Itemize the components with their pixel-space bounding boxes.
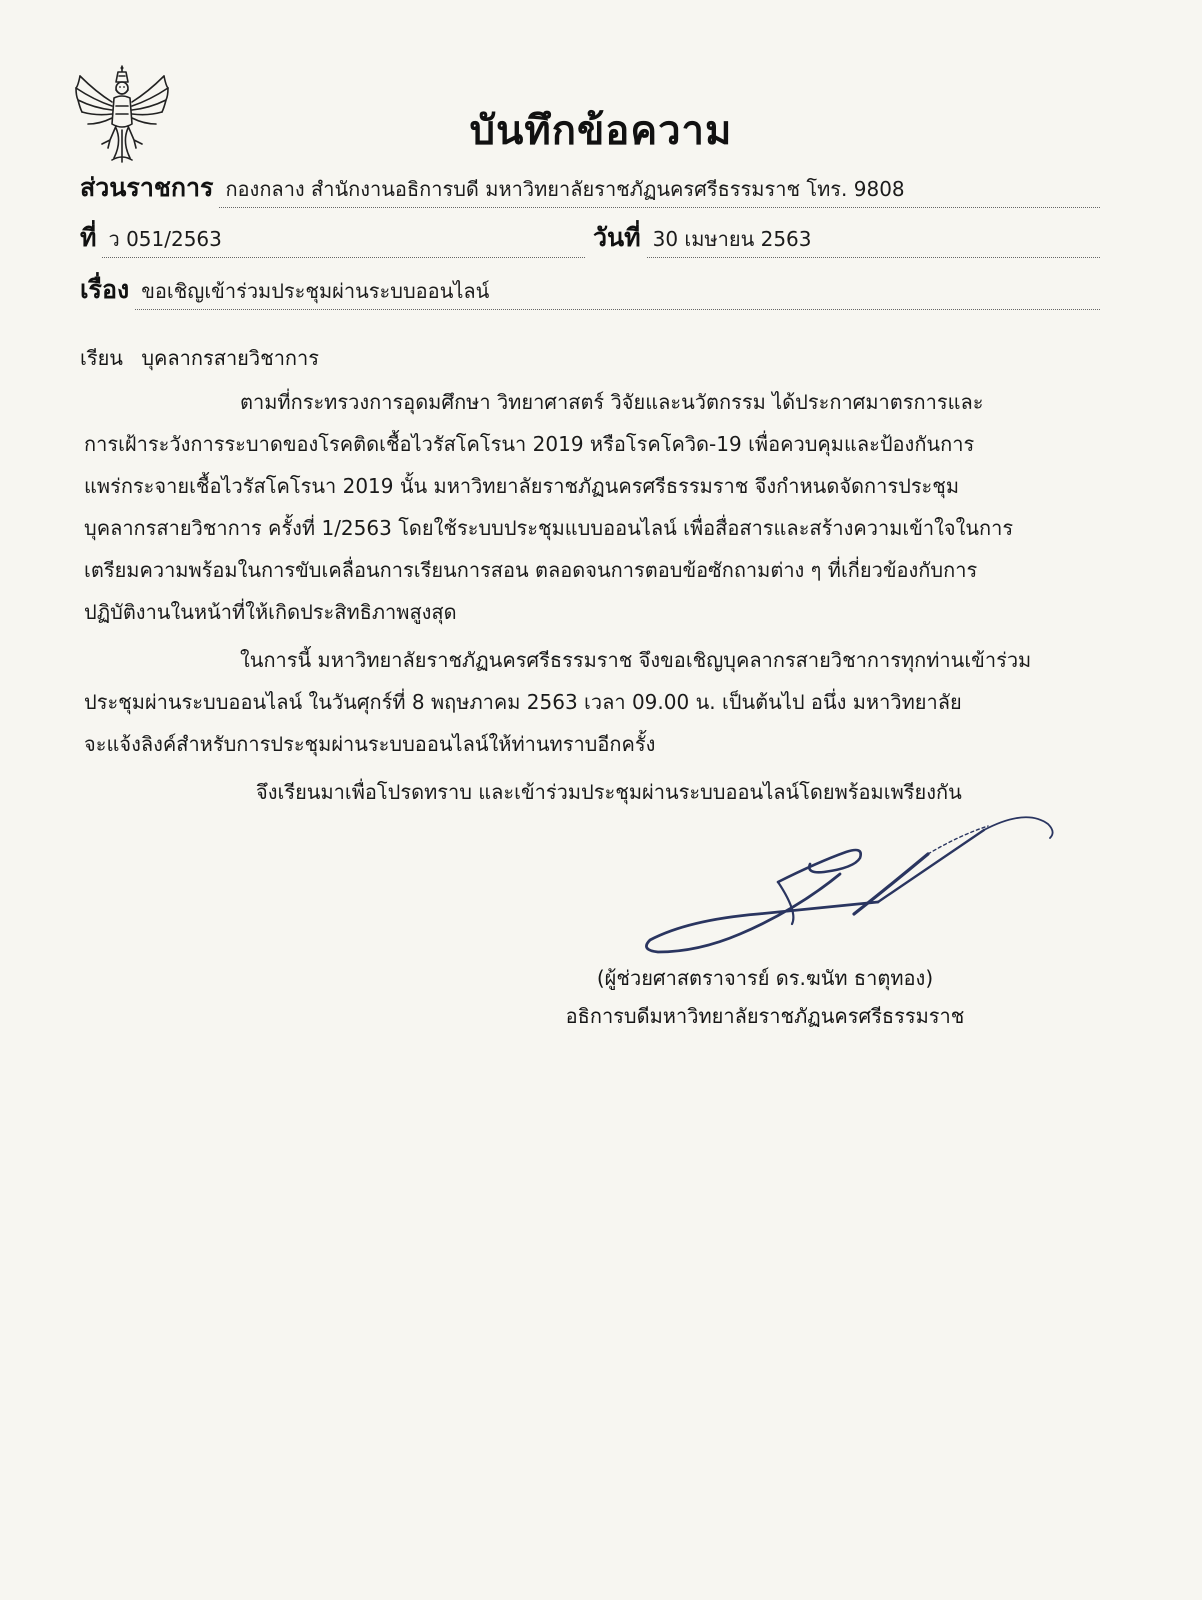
salutation	[80, 342, 319, 374]
salutation-recipient: บุคลากรสายวิชาการ	[141, 346, 320, 370]
subject-label: เรื่อง	[80, 275, 130, 304]
memo-title: บันทึกข้อความ	[469, 108, 733, 154]
reference-number: ว 051/2563	[102, 223, 585, 258]
paragraph-1-line: แพร่กระจายเชื้อไวรัสโคโรนา 2019 นั้น มหาวิทยาลัยราชภัฏนครศรีธรรมราช จึงกำหนดจัดการประชุม	[84, 474, 960, 498]
reference-row	[80, 218, 585, 258]
reference-label: ที่	[80, 223, 97, 252]
paragraph-2-line: ประชุมผ่านระบบออนไลน์ ในวันศุกร์ที่ 8 พฤษภาคม 2563 เวลา 09.00 น. เป็นต้นไป อนึ่ง มหาวิทยาลัย	[84, 690, 962, 714]
paragraph-1-line: การเฝ้าระวังการระบาดของโรคติดเชื้อไวรัสโคโรนา 2019 หรือโรคโควิด-19 เพื่อควบคุมและป้องกันการ	[84, 432, 975, 456]
date-value: 30 เมษายน 2563	[647, 223, 1100, 258]
paragraph-1-line: ปฏิบัติงานในหน้าที่ให้เกิดประสิทธิภาพสูงสุด	[84, 600, 457, 624]
signatory-name: (ผู้ช่วยศาสตราจารย์ ดร.ฆนัท ธาตุทอง)	[596, 966, 934, 990]
paragraph-2-line: จะแจ้งลิงค์สำหรับการประชุมผ่านระบบออนไลน์ให้ท่านทราบอีกครั้ง	[84, 732, 656, 756]
paragraph-1-line: เตรียมความพร้อมในการขับเคลื่อนการเรียนการสอน ตลอดจนการตอบข้อซักถามต่าง ๆ ที่เกี่ยวข้องกับการ	[84, 558, 978, 582]
department-value: กองกลาง สำนักงานอธิการบดี มหาวิทยาลัยราชภัฏนครศรีธรรมราช โทร. 9808	[219, 173, 1100, 208]
subject-row	[80, 270, 1100, 310]
department-label: ส่วนราชการ	[80, 173, 214, 202]
paragraph-1-line: ตามที่กระทรวงการอุดมศึกษา วิทยาศาสตร์ วิจัยและนวัตกรรม ได้ประกาศมาตรการและ	[240, 390, 984, 414]
paragraph-1-line: บุคลากรสายวิชาการ ครั้งที่ 1/2563 โดยใช้ระบบประชุมแบบออนไลน์ เพื่อสื่อสารและสร้างความเข้าใจในการ	[84, 516, 1014, 540]
handwritten-signature	[628, 802, 1068, 972]
signatory-position: อธิการบดีมหาวิทยาลัยราชภัฏนครศรีธรรมราช	[565, 1004, 965, 1028]
department-row	[80, 168, 1100, 208]
closing-line: จึงเรียนมาเพื่อโปรดทราบ และเข้าร่วมประชุมผ่านระบบออนไลน์โดยพร้อมเพรียงกัน	[256, 780, 962, 804]
paragraph-2-line: ในการนี้ มหาวิทยาลัยราชภัฏนครศรีธรรมราช จึงขอเชิญบุคลากรสายวิชาการทุกท่านเข้าร่วม	[240, 648, 1032, 672]
date-row	[593, 218, 1100, 258]
subject-value: ขอเชิญเข้าร่วมประชุมผ่านระบบออนไลน์	[135, 275, 1100, 310]
date-label: วันที่	[593, 223, 641, 252]
salutation-label: เรียน	[80, 346, 123, 370]
